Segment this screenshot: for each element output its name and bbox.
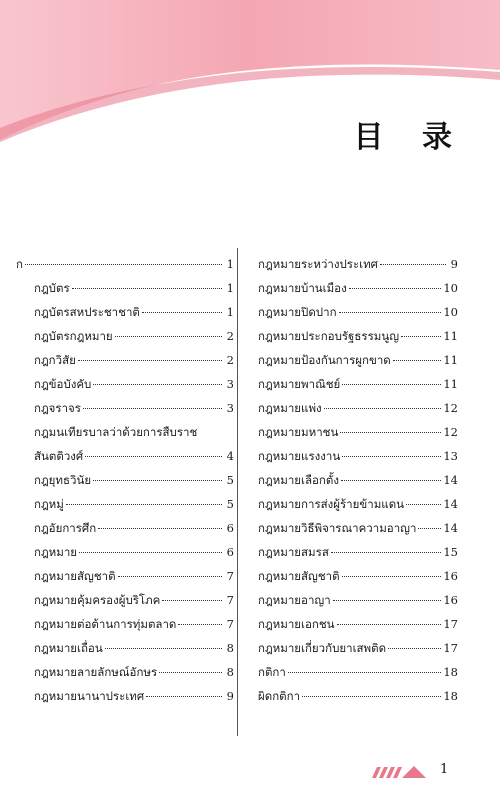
dot-leader — [331, 552, 442, 553]
toc-entry-page: 9 — [226, 689, 234, 703]
toc-right-column — [258, 256, 458, 712]
dot-leader — [288, 672, 442, 673]
toc-entry-label: กฎหมายมหาชน — [258, 425, 339, 439]
dot-leader — [115, 336, 222, 337]
toc-entry[interactable] — [16, 592, 234, 616]
toc-entry-label: กฎหมายแรงงาน — [258, 449, 341, 463]
toc-entry-label: กฎหมายสัญชาติ — [258, 569, 340, 583]
toc-entry-page: 6 — [226, 521, 234, 535]
toc-entry[interactable] — [258, 520, 458, 544]
toc-entry-label: กฎหมายประกอบรัฐธรรมนูญ — [258, 329, 399, 343]
toc-entry[interactable] — [16, 400, 234, 424]
toc-entry-page: 7 — [226, 617, 234, 631]
dot-leader — [388, 648, 441, 649]
toc-entry-label: กฎหมายเอกชน — [258, 617, 335, 631]
toc-entry-page: 11 — [443, 329, 458, 343]
toc-entry-label: กฎหมายเกี่ยวกับยาเสพติด — [258, 641, 387, 655]
toc-entry[interactable] — [16, 304, 234, 328]
dot-leader — [333, 600, 442, 601]
dot-leader — [324, 408, 442, 409]
toc-entry[interactable] — [16, 616, 234, 640]
toc-entry-page: 12 — [443, 401, 458, 415]
toc-entry-label: กฎหมายเลือกตั้ง — [258, 473, 339, 487]
toc-entry[interactable] — [16, 352, 234, 376]
toc-entry-page: 2 — [226, 353, 234, 367]
dot-leader — [142, 312, 222, 313]
dot-leader — [401, 336, 441, 337]
toc-entry-page: 8 — [226, 641, 234, 655]
toc-entry-label: กฎหมายสัญชาติ — [34, 569, 116, 583]
toc-entry-label: กฎมนเทียรบาลว่าด้วยการสืบราช — [34, 425, 198, 439]
dot-leader — [341, 480, 441, 481]
footer-decoration — [370, 764, 430, 780]
toc-entry-label: กฎกวิสัย — [34, 353, 76, 367]
toc-entry-page: 16 — [443, 569, 458, 583]
toc-entry-label: ผิดกติกา — [258, 689, 301, 703]
toc-entry[interactable] — [258, 688, 458, 712]
toc-entry[interactable] — [258, 544, 458, 568]
toc-entry-page: 18 — [443, 665, 458, 679]
toc-entry-label: กฎบัตรสหประชาชาติ — [34, 305, 140, 319]
toc-entry-label: กฎหมายสมรส — [258, 545, 329, 559]
dot-leader — [339, 312, 442, 313]
toc-entry-label: กฎข้อบังคับ — [34, 377, 92, 391]
toc-entry[interactable] — [16, 688, 234, 712]
dot-leader — [85, 456, 222, 457]
toc-entry-label: กฎหมายต่อต้านการทุ่มตลาด — [34, 617, 177, 631]
toc-entry[interactable] — [16, 424, 234, 448]
toc-entry-page: 12 — [443, 425, 458, 439]
toc-entry[interactable] — [258, 376, 458, 400]
dot-leader — [146, 696, 222, 697]
toc-entry-page: 6 — [226, 545, 234, 559]
toc-entry-label: กฎหมายคุ้มครองผู้บริโภค — [34, 593, 161, 607]
dot-leader — [349, 288, 442, 289]
toc-entry-label: กฎหมายป้องกันการผูกขาด — [258, 353, 391, 367]
toc-entry-page: 3 — [226, 401, 234, 415]
toc-left-column — [16, 256, 234, 712]
toc-entry[interactable] — [16, 520, 234, 544]
toc-entry[interactable] — [16, 640, 234, 664]
dot-leader — [78, 360, 222, 361]
toc-entry-label: กฎยุทธวินัย — [34, 473, 92, 487]
dot-leader — [393, 360, 442, 361]
toc-entry-label: กฎหมาย — [34, 545, 78, 559]
toc-entry-page: 17 — [443, 641, 458, 655]
toc-entry-page: 7 — [226, 593, 234, 607]
toc-entry-label: กฎหมายลายลักษณ์อักษร — [34, 665, 158, 679]
toc-entry-label: กฎบัตรกฎหมาย — [34, 329, 113, 343]
toc-entry[interactable] — [258, 496, 458, 520]
toc-entry-page: 1 — [226, 281, 234, 295]
dot-leader — [118, 576, 222, 577]
page-title: 目 录 — [353, 120, 466, 155]
toc-entry-label: กฎหมายเถื่อน — [34, 641, 103, 655]
toc-entry-label: กฎหมายระหว่างประเทศ — [258, 257, 378, 271]
toc-entry-label: กฎหมู่ — [34, 497, 64, 511]
toc-entry[interactable] — [16, 376, 234, 400]
dot-leader — [302, 696, 441, 697]
toc-entry-page: 5 — [226, 497, 234, 511]
toc-entry-page: 1 — [226, 305, 234, 319]
toc-entry-page: 7 — [226, 569, 234, 583]
dot-leader — [83, 408, 222, 409]
toc-entry[interactable] — [258, 472, 458, 496]
toc-entry[interactable] — [258, 448, 458, 472]
toc-entry-page: 1 — [226, 257, 234, 271]
dot-leader — [66, 504, 222, 505]
toc-entry[interactable] — [258, 616, 458, 640]
toc-entry-page: 16 — [443, 593, 458, 607]
toc-entry-page: 18 — [443, 689, 458, 703]
toc-entry-page: 10 — [443, 281, 458, 295]
dot-leader — [25, 264, 222, 265]
toc-entry-label: กฎหมายวิธีพิจารณาความอาญา — [258, 521, 417, 535]
toc-entry[interactable] — [258, 424, 458, 448]
toc-entry[interactable] — [16, 448, 234, 472]
toc-entry-label: กฎหมายปิดปาก — [258, 305, 337, 319]
toc-entry-label: ก — [16, 257, 23, 271]
dot-leader — [93, 384, 222, 385]
dot-leader — [337, 624, 442, 625]
column-divider — [237, 248, 238, 736]
toc-entry[interactable] — [258, 400, 458, 424]
toc-entry[interactable] — [258, 640, 458, 664]
toc-entry-label: สันตติวงศ์ — [34, 449, 84, 463]
dot-leader — [340, 432, 441, 433]
toc-entry-page: 3 — [226, 377, 234, 391]
toc-entry[interactable] — [258, 664, 458, 688]
dot-leader — [342, 576, 442, 577]
toc-entry[interactable] — [258, 352, 458, 376]
dot-leader — [72, 288, 222, 289]
toc-entry[interactable] — [16, 496, 234, 520]
toc-entry-page: 9 — [450, 257, 458, 271]
toc-entry-page: 14 — [443, 521, 458, 535]
dot-leader — [342, 456, 441, 457]
toc-entry[interactable] — [16, 472, 234, 496]
toc-entry-label: กฎหมายการส่งผู้ร้ายข้ามแดน — [258, 497, 405, 511]
toc-entry-label: กฎอัยการศึก — [34, 521, 97, 535]
dot-leader — [380, 264, 446, 265]
toc-entry[interactable] — [258, 568, 458, 592]
dot-leader — [93, 480, 222, 481]
toc-entry-page: 5 — [226, 473, 234, 487]
dot-leader — [162, 600, 222, 601]
toc-entry[interactable] — [258, 304, 458, 328]
toc-entry[interactable] — [258, 592, 458, 616]
toc-entry-label: กฎหมายพาณิชย์ — [258, 377, 341, 391]
toc-entry[interactable] — [16, 664, 234, 688]
toc-entry-page: 17 — [443, 617, 458, 631]
toc-entry-label: กฎหมายแพ่ง — [258, 401, 322, 415]
dot-leader — [406, 504, 441, 505]
dot-leader — [105, 648, 222, 649]
toc-entry-page: 8 — [226, 665, 234, 679]
toc-entry-label: กฎบัตร — [34, 281, 70, 295]
toc-entry-page: 14 — [443, 497, 458, 511]
dot-leader — [342, 384, 441, 385]
toc-entry-page: 10 — [443, 305, 458, 319]
toc-entry-page: 13 — [443, 449, 458, 463]
toc-entry-label: กฎหมายนานาประเทศ — [34, 689, 145, 703]
toc-entry-label: กฎหมายอาญา — [258, 593, 331, 607]
toc-entry-label: กติกา — [258, 665, 286, 679]
dot-leader — [79, 552, 222, 553]
toc-entry-page: 2 — [226, 329, 234, 343]
toc-entry-page: 11 — [443, 353, 458, 367]
toc-entry-page: 4 — [226, 449, 234, 463]
toc-entry[interactable] — [258, 328, 458, 352]
toc-entry[interactable] — [16, 544, 234, 568]
toc-entry-label: กฎจราจร — [34, 401, 81, 415]
toc-entry-page: 14 — [443, 473, 458, 487]
toc-entry-page: 11 — [443, 377, 458, 391]
dot-leader — [159, 672, 222, 673]
toc-entry[interactable] — [16, 568, 234, 592]
page-number: 1 — [440, 762, 449, 777]
dot-leader — [418, 528, 441, 529]
toc-entry[interactable] — [16, 280, 234, 304]
toc-entry-label: กฎหมายบ้านเมือง — [258, 281, 347, 295]
dot-leader — [178, 624, 222, 625]
toc-entry[interactable] — [16, 328, 234, 352]
toc-entry[interactable] — [258, 256, 458, 280]
toc-entry[interactable] — [258, 280, 458, 304]
toc-entry[interactable] — [16, 256, 234, 280]
dot-leader — [98, 528, 222, 529]
toc-entry-page: 15 — [443, 545, 458, 559]
